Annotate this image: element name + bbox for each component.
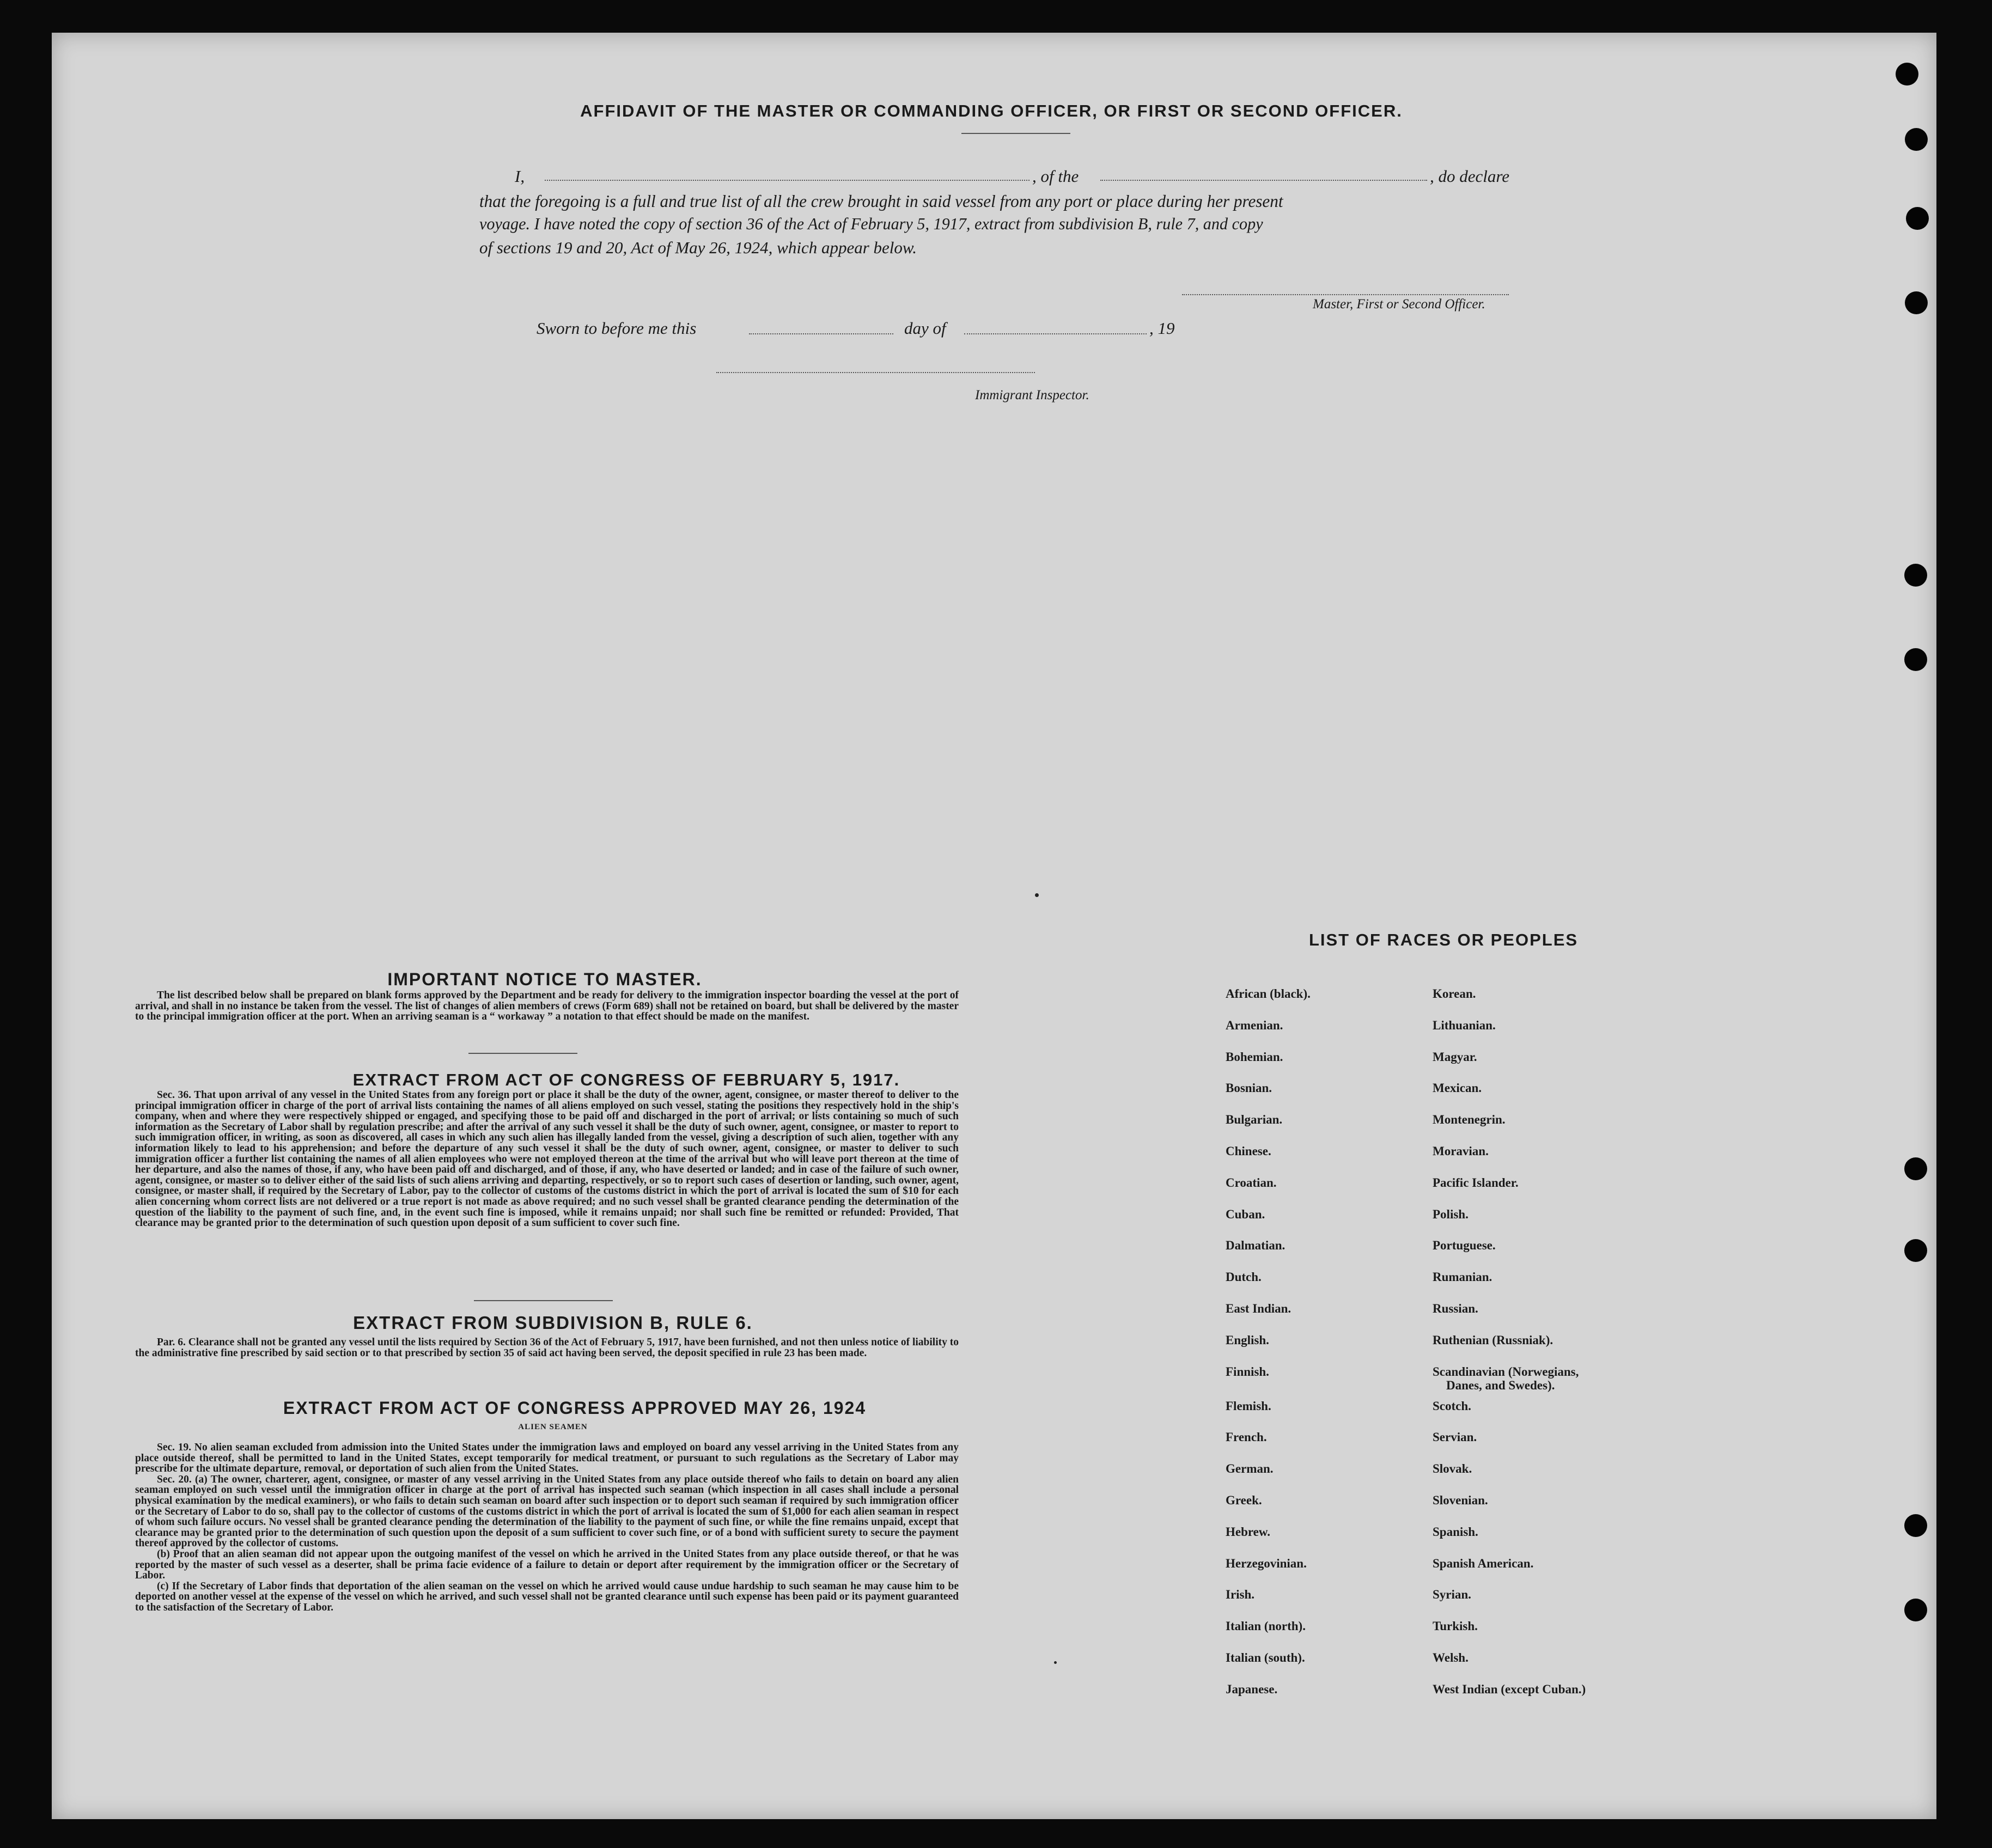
race-item: Servian. (1433, 1430, 1477, 1444)
affidavit-line1-suffix: , do declare (1430, 167, 1510, 186)
race-item: Dalmatian. (1226, 1239, 1286, 1253)
race-item: Dutch. (1226, 1270, 1262, 1284)
speck (1035, 893, 1039, 897)
notice-text: The list described below shall be prepared on blank forms approved by the Department and be ready for delivery to the immigration inspector boarding the vessel at the port of arrival, and shall in no instance be taken from the vessel. The list of changes of alien members of crews (Form 689) shall not be retained on board, but shall be delivered by the master to the principal immigration officer at the port. When an arriving seaman is a “ workaway ” a notation to that effect should be made on the manifest. (135, 990, 959, 1023)
race-item: Finnish. (1226, 1364, 1269, 1379)
race-item: Japanese. (1226, 1682, 1278, 1696)
race-item: Mexican. (1433, 1081, 1482, 1095)
binder-hole (1906, 207, 1929, 230)
race-item: East Indian. (1226, 1301, 1292, 1315)
race-item-scandinavian (1433, 1365, 1586, 1399)
affidavit-title: AFFIDAVIT OF THE MASTER OR COMMANDING OFFICER, OR FIRST OR SECOND OFFICER. (580, 101, 1403, 120)
binder-hole (1905, 128, 1928, 151)
sec-20c-text: (c) If the Secretary of Labor finds that deportation of the alien seaman on the vessel on which he arrived would cause undue hardship to such seaman he may cause him to be deported on another vessel at the expense of the vessel on which he arrived, and such vessel shall not be granted clearance until such expense has been paid or its payment guaranteed to the satisfaction of the Secretary of Labor. (135, 1580, 959, 1613)
race-item-continuation: Danes, and Swedes). (1446, 1378, 1555, 1392)
race-item: Korean. (1433, 987, 1476, 1001)
race-item: Cuban. (1226, 1207, 1265, 1221)
race-item: African (black). (1226, 987, 1311, 1001)
race-item: Scotch. (1433, 1399, 1471, 1413)
race-item: Spanish. (1433, 1524, 1478, 1539)
race-item: Polish. (1433, 1207, 1469, 1221)
affidavit-line1-prefix: I, (515, 167, 525, 186)
affidavit-line3: voyage. I have noted the copy of section 36 of the Act of February 5, 1917, extract from subdivision B, rule 7, and copy (479, 215, 1263, 233)
race-item: West Indian (except Cuban.) (1433, 1682, 1586, 1696)
extract-1917-body (135, 1090, 959, 1229)
race-item: Rumanian. (1433, 1270, 1493, 1284)
sworn-day-field[interactable] (749, 333, 893, 334)
sec-19-text: Sec. 19. No alien seaman excluded from admission into the United States under the immigration laws and employed on board any vessel arriving in the United States from any place outside thereof, shall be permitted to land in the United States, except temporarily for medical treatment, or pursuant to such regulations as the Secretary of Labor may prescribe for the ultimate departure, removal, or deportation of such alien from the United States. (135, 1442, 959, 1475)
affidavit-line4: of sections 19 and 20, Act of May 26, 1924, which appear below. (479, 238, 917, 257)
binder-hole (1904, 1157, 1927, 1180)
affidavit-line1-middle: , of the (1032, 167, 1079, 186)
race-item: Moravian. (1433, 1144, 1489, 1158)
race-item: Ruthenian (Russniak). (1433, 1333, 1554, 1347)
divider (468, 1053, 577, 1054)
extract-1924-body (135, 1442, 959, 1613)
races-right-column (1433, 987, 1586, 1714)
subdivision-b-body (135, 1337, 959, 1358)
race-item: Armenian. (1226, 1018, 1283, 1032)
binder-hole (1904, 1239, 1927, 1262)
race-item: Spanish American. (1433, 1556, 1534, 1570)
affidavit-line2: that the foregoing is a full and true list of all the crew brought in said vessel from any port or place during her present (479, 192, 1283, 211)
binder-hole (1904, 648, 1927, 671)
race-item: Italian (north). (1226, 1619, 1306, 1633)
notice-body (135, 990, 959, 1022)
notice-title: IMPORTANT NOTICE TO MASTER. (387, 969, 702, 989)
par-6-text: Par. 6. Clearance shall not be granted any vessel until the lists required by Section 36 of the Act of February 5, 1917, have been furnished, and not then unless notice of liability to the administrative fine prescribed by said section or to that prescribed by section 35 of said act having been served, the deposit specified in rule 23 has been made. (135, 1337, 959, 1359)
sec-36-text: Sec. 36. That upon arrival of any vessel in the United States from any foreign port or place it shall be the duty of the owner, agent, consignee, or master thereof to deliver to the principal immigration officer in charge of the port of arrival lists containing the names of all aliens employed on such vessel, stating the positions they respectively hold in the ship's company, when and where they were respectively shipped or engaged, and specifying those to be paid off and discharged in the port of arrival; or lists containing so much of such information as the Secretary of Labor shall by regulation prescribe; and after the arrival of any such vessel it shall be the duty of such owner, agent, consignee, or master to report to such immigration officer, in writing, as soon as discovered, all cases in which any such alien has illegally landed from the vessel, giving a description of such alien, together with any information likely to lead to his apprehension; and before the departure of any such vessel it shall be the duty of such owner, agent, consignee, or master to deliver to such immigration officer a further list containing the names of all alien employees who were not employed thereon at the time of the arrival but who will leave port thereon at the time of her departure, and also the names of those, if any, who have been paid off and discharged, and of those, if any, who have deserted or landed; and in case of the failure of such owner, agent, consignee, or master so to deliver either of the said lists of such aliens arriving and departing, respectively, or so to report such cases of desertion or landing, such owner, agent, consignee, or master shall, if required by the Secretary of Labor, pay to the collector of customs of the customs district in which the port of arrival is located the sum of $10 for each alien concerning whom correct lists are not delivered or a true report is not made as above required; and no such vessel shall be granted clearance pending the determination of the question of the liability to the payment of such fine, and, in the event such fine is imposed, while it remains unpaid; nor shall such fine be remitted or refunded: Provided, That clearance may be granted prior to the determination of such question upon deposit of a sum sufficient to cover such fine. (135, 1089, 959, 1229)
inspector-signature-label: Immigrant Inspector. (975, 388, 1089, 402)
race-item: German. (1226, 1462, 1274, 1476)
race-item: Russian. (1433, 1301, 1478, 1315)
race-item: Lithuanian. (1433, 1018, 1496, 1032)
master-signature-label: Master, First or Second Officer. (1313, 297, 1485, 312)
subdivision-b-title: EXTRACT FROM SUBDIVISION B, RULE 6. (353, 1313, 753, 1333)
sworn-middle: day of (904, 319, 946, 338)
race-item: Pacific Islander. (1433, 1175, 1519, 1190)
race-item: Croatian. (1226, 1175, 1277, 1190)
race-item: Welsh. (1433, 1650, 1469, 1664)
races-title: LIST OF RACES OR PEOPLES (1308, 930, 1579, 949)
speck (1054, 1661, 1057, 1664)
extract-1917-title: EXTRACT FROM ACT OF CONGRESS OF FEBRUARY 5, 1917. (352, 1070, 900, 1089)
binder-hole (1904, 564, 1927, 587)
divider (961, 133, 1070, 134)
race-item: Slovenian. (1433, 1493, 1488, 1507)
race-item: Herzegovinian. (1226, 1556, 1307, 1570)
race-item: Flemish. (1226, 1399, 1271, 1413)
race-item: Bosnian. (1226, 1081, 1272, 1095)
sec-20b-text: (b) Proof that an alien seaman did not appear upon the outgoing manifest of the vessel on which he arrived in the United States from any place outside thereof, or that he was reported by the master of such vessel as a deserter, shall be prima facie evidence of a failure to detain or deport after requirement by the immigration officer or the Secretary of Labor. (135, 1548, 959, 1582)
binder-hole (1904, 1514, 1927, 1537)
races-left-column (1226, 987, 1311, 1714)
race-item: English. (1226, 1333, 1269, 1347)
race-item: Chinese. (1226, 1144, 1271, 1158)
race-item: Magyar. (1433, 1050, 1477, 1064)
sworn-prefix: Sworn to before me this (537, 319, 697, 338)
race-item: Greek. (1226, 1493, 1262, 1507)
sworn-suffix: , 19 (1149, 319, 1175, 338)
race-item: Irish. (1226, 1588, 1255, 1602)
race-item: Hebrew. (1226, 1524, 1270, 1539)
race-item-text: Scandinavian (Norwegians, (1433, 1364, 1579, 1379)
race-item: Turkish. (1433, 1619, 1478, 1633)
master-signature-field[interactable] (1182, 294, 1509, 295)
race-item: Bulgarian. (1226, 1113, 1283, 1127)
race-item: Portuguese. (1433, 1239, 1496, 1253)
sec-20a-text: Sec. 20. (a) The owner, charterer, agent, consignee, or master of any vessel arriving in the United States from any place outside thereof who fails to detain on board any alien seaman employed on such vessel until the immigration officer in charge at the port of arrival has inspected such seaman (which inspection in all cases shall include a personal physical examination by the medical examiners), or who fails to detain such seaman on board after such inspection or to deport such seaman if required by such immigration officer or the Secretary of Labor to do so, shall pay to the collector of customs of the customs district in which the port of arrival is located the sum of $1,000 for each alien seaman in respect of whom such failure occurs. No vessel shall be granted clearance pending the determination of the liability to the payment of such fine, or while the fine remains unpaid, except that clearance may be granted prior to the determination of such question upon the deposit of a sum sufficient to cover such fine, or of a bond with sufficient surety to secure the payment thereof approved by the collector of customs. (135, 1473, 959, 1550)
race-item: Italian (south). (1226, 1650, 1305, 1664)
sworn-month-field[interactable] (964, 333, 1147, 334)
alien-seamen-subtitle: ALIEN SEAMEN (518, 1423, 588, 1431)
race-item: Slovak. (1433, 1462, 1472, 1476)
race-item: French. (1226, 1430, 1267, 1444)
binder-hole (1896, 63, 1918, 86)
race-item: Syrian. (1433, 1588, 1471, 1602)
divider (474, 1300, 613, 1301)
race-item: Bohemian. (1226, 1050, 1283, 1064)
name-field[interactable] (545, 180, 1029, 181)
extract-1924-title: EXTRACT FROM ACT OF CONGRESS APPROVED MAY 26, 1924 (283, 1398, 867, 1418)
binder-hole (1904, 1599, 1927, 1621)
vessel-field[interactable] (1100, 180, 1427, 181)
race-item: Montenegrin. (1433, 1113, 1506, 1127)
inspector-signature-field[interactable] (716, 372, 1035, 373)
binder-hole (1905, 291, 1928, 314)
